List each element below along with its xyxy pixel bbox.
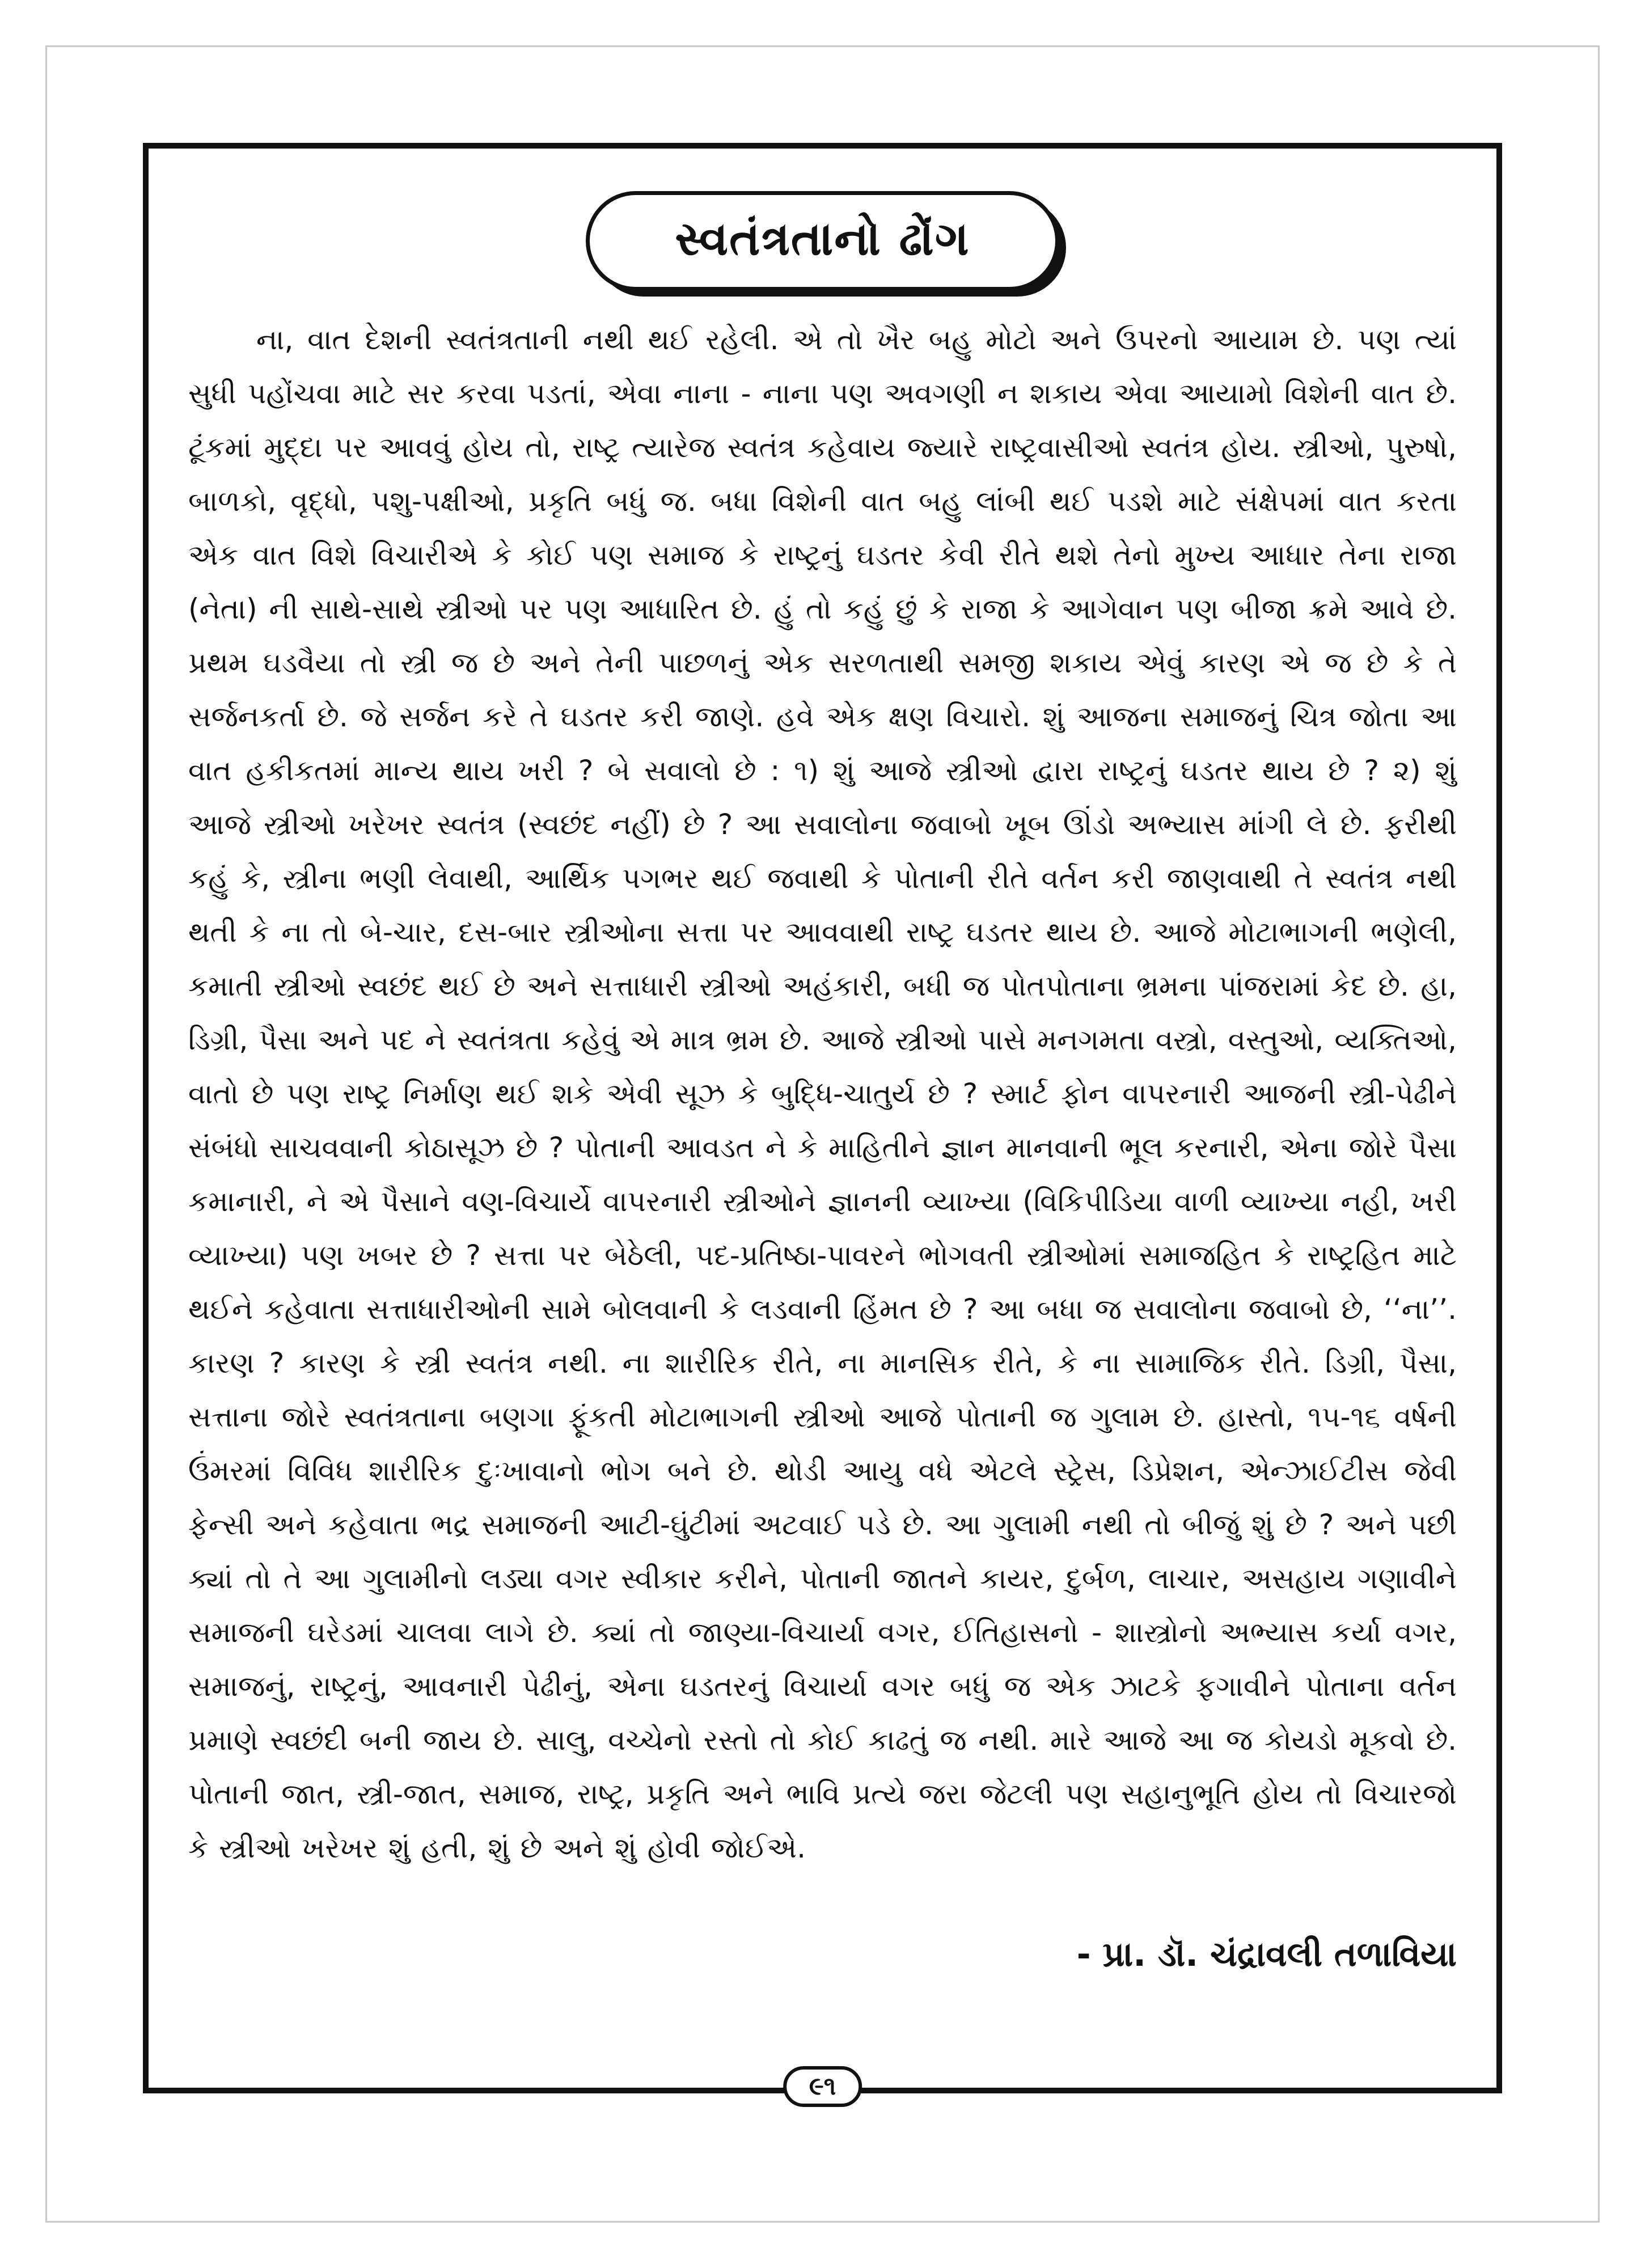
title-badge: [586, 191, 1059, 291]
article-body: ના, વાત દેશની સ્વતંત્રતાની નથી થઈ રહેલી. એ તો ખૈર બહુ મોટો અને ઉપરનો આયામ છે. પણ ત્યાં સુધી પહોંચવા માટે સર કરવા પડતાં, એવા નાના - નાના પણ અવગણી ન શકાય એવા આયામો વિશેની વાત છે. ટૂંકમાં મુદ્દા પર આવવું હોય તો, રાષ્ટ્ર ત્યારેજ સ્વતંત્ર કહેવાય જ્યારે રાષ્ટ્રવાસીઓ સ્વતંત્ર હોય. સ્ત્રીઓ, પુરુષો, બાળકો, વૃદ્ધો, પશુ-પક્ષીઓ, પ્રકૃતિ બધું જ. બધા વિશેની વાત બહુ લાંબી થઈ પડશે માટે સંક્ષેપમાં વાત કરતા એક વાત વિશે વિચારીએ કે કોઈ પણ સમાજ કે રાષ્ટ્રનું ઘડતર કેવી રીતે થશે તેનો મુખ્ય આધાર તેના રાજા (નેતા) ની સાથે-સાથે સ્ત્રીઓ પર પણ આધારિત છે. હું તો કહું છું કે રાજા કે આગેવાન પણ બીજા ક્રમે આવે છે. પ્રથમ ઘડવૈયા તો સ્ત્રી જ છે અને તેની પાછળનું એક સરળતાથી સમજી શકાય એવું કારણ એ જ છે કે તે સર્જનકર્તા છે. જે સર્જન કરે તે ઘડતર કરી જાણે. હવે એક ક્ષણ વિચારો. શું આજના સમાજનું ચિત્ર જોતા આ વાત હકીકતમાં માન્ય થાય ખરી ? બે સવાલો છે : ૧) શું આજે સ્ત્રીઓ દ્વારા રાષ્ટ્રનું ઘડતર થાય છે ? ૨) શું આજે સ્ત્રીઓ ખરેખર સ્વતંત્ર (સ્વછંદ નહીં) છે ? આ સવાલોના જવાબો ખૂબ ઊંડો અભ્યાસ માંગી લે છે. ફરીથી કહું કે, સ્ત્રીના ભણી લેવાથી, આર્થિક પગભર થઈ જવાથી કે પોતાની રીતે વર્તન કરી જાણવાથી તે સ્વતંત્ર નથી થતી કે ના તો બે-ચાર, દસ-બાર સ્ત્રીઓના સત્તા પર આવવાથી રાષ્ટ્ર ઘડતર થાય છે. આજે મોટાભાગની ભણેલી, કમાતી સ્ત્રીઓ સ્વછંદ થઈ છે અને સત્તાધારી સ્ત્રીઓ અહંકારી, બધી જ પોતપોતાના ભ્રમના પાંજરામાં કેદ છે. હા, ડિગ્રી, પૈસા અને પદ ને સ્વતંત્રતા કહેવું એ માત્ર ભ્રમ છે. આજે સ્ત્રીઓ પાસે મનગમતા વસ્ત્રો, વસ્તુઓ, વ્યક્તિઓ, વાતો છે પણ રાષ્ટ્ર નિર્માણ થઈ શકે એવી સૂઝ કે બુદ્ધિ-ચાતુર્ય છે ? સ્માર્ટ ફોન વાપરનારી આજની સ્ત્રી-પેઢીને સંબંધો સાચવવાની કોઠાસૂઝ છે ? પોતાની આવડત ને કે માહિતીને જ્ઞાન માનવાની ભૂલ કરનારી, એના જોરે પૈસા કમાનારી, ને એ પૈસાને વણ-વિચાર્યે વાપરનારી સ્ત્રીઓને જ્ઞાનની વ્યાખ્યા (વિકિપીડિયા વાળી વ્યાખ્યા નહી, ખરી વ્યાખ્યા) પણ ખબર છે ? સત્તા પર બેઠેલી, પદ-પ્રતિષ્ઠા-પાવરને ભોગવતી સ્ત્રીઓમાં સમાજહિત કે રાષ્ટ્રહિત માટે થઈને કહેવાતા સત્તાધારીઓની સામે બોલવાની કે લડવાની હિંમત છે ? આ બધા જ સવાલોના જવાબો છે, ‘‘ના’’. કારણ ? કારણ કે સ્ત્રી સ્વતંત્ર નથી. ના શારીરિક રીતે, ના માનસિક રીતે, કે ના સામાજિક રીતે. ડિગ્રી, પૈસા, સત્તાના જોરે સ્વતંત્રતાના બણગા ફૂંકતી મોટાભાગની સ્ત્રીઓ આજે પોતાની જ ગુલામ છે. હાસ્તો, ૧૫-૧૬ વર્ષની ઉંમરમાં વિવિધ શારીરિક દુઃખાવાનો ભોગ બને છે. થોડી આયુ વધે એટલે સ્ટ્રેસ, ડિપ્રેશન, એન્ઝાઈટીસ જેવી ફેન્સી અને કહેવાતા ભદ્ર સમાજની આટી-ઘુંટીમાં અટવાઈ પડે છે. આ ગુલામી નથી તો બીજું શું છે ? અને પછી ક્યાં તો તે આ ગુલામીનો લડ્યા વગર સ્વીકાર કરીને, પોતાની જાતને કાયર, દુર્બળ, લાચાર, અસહાય ગણાવીને સમાજની ઘરેડમાં ચાલવા લાગે છે. ક્યાં તો જાણ્યા-વિચાર્યા વગર, ઈતિહાસનો - શાસ્ત્રોનો અભ્યાસ કર્યા વગર, સમાજનું, રાષ્ટ્રનું, આવનારી પેઢીનું, એના ઘડતરનું વિચાર્યા વગર બધું જ એક ઝાટકે ફગાવીને પોતાના વર્તન પ્રમાણે સ્વછંદી બની જાય છે. સાલુ, વચ્ચેનો રસ્તો તો કોઈ કાઢતું જ નથી. મારે આજે આ જ કોયડો મૂકવો છે. પોતાની જાત, સ્ત્રી-જાત, સમાજ, રાષ્ટ્ર, પ્રકૃતિ અને ભાવિ પ્રત્યે જરા જેટલી પણ સહાનુભૂતિ હોય તો વિચારજો કે સ્ત્રીઓ ખરેખર શું હતી, શું છે અને શું હોવી જોઈએ.: [188, 323, 1457, 1864]
title-container: [149, 191, 1496, 291]
article-frame: [143, 143, 1502, 2101]
article-title: સ્વતંત્રતાનો ઢોંગ: [675, 212, 970, 266]
page-number: ૯૧: [783, 2066, 862, 2107]
author-signature: - પ્રા. ડૉ. ચંદ્રાવલી તળાવિયા: [1076, 1935, 1457, 1974]
